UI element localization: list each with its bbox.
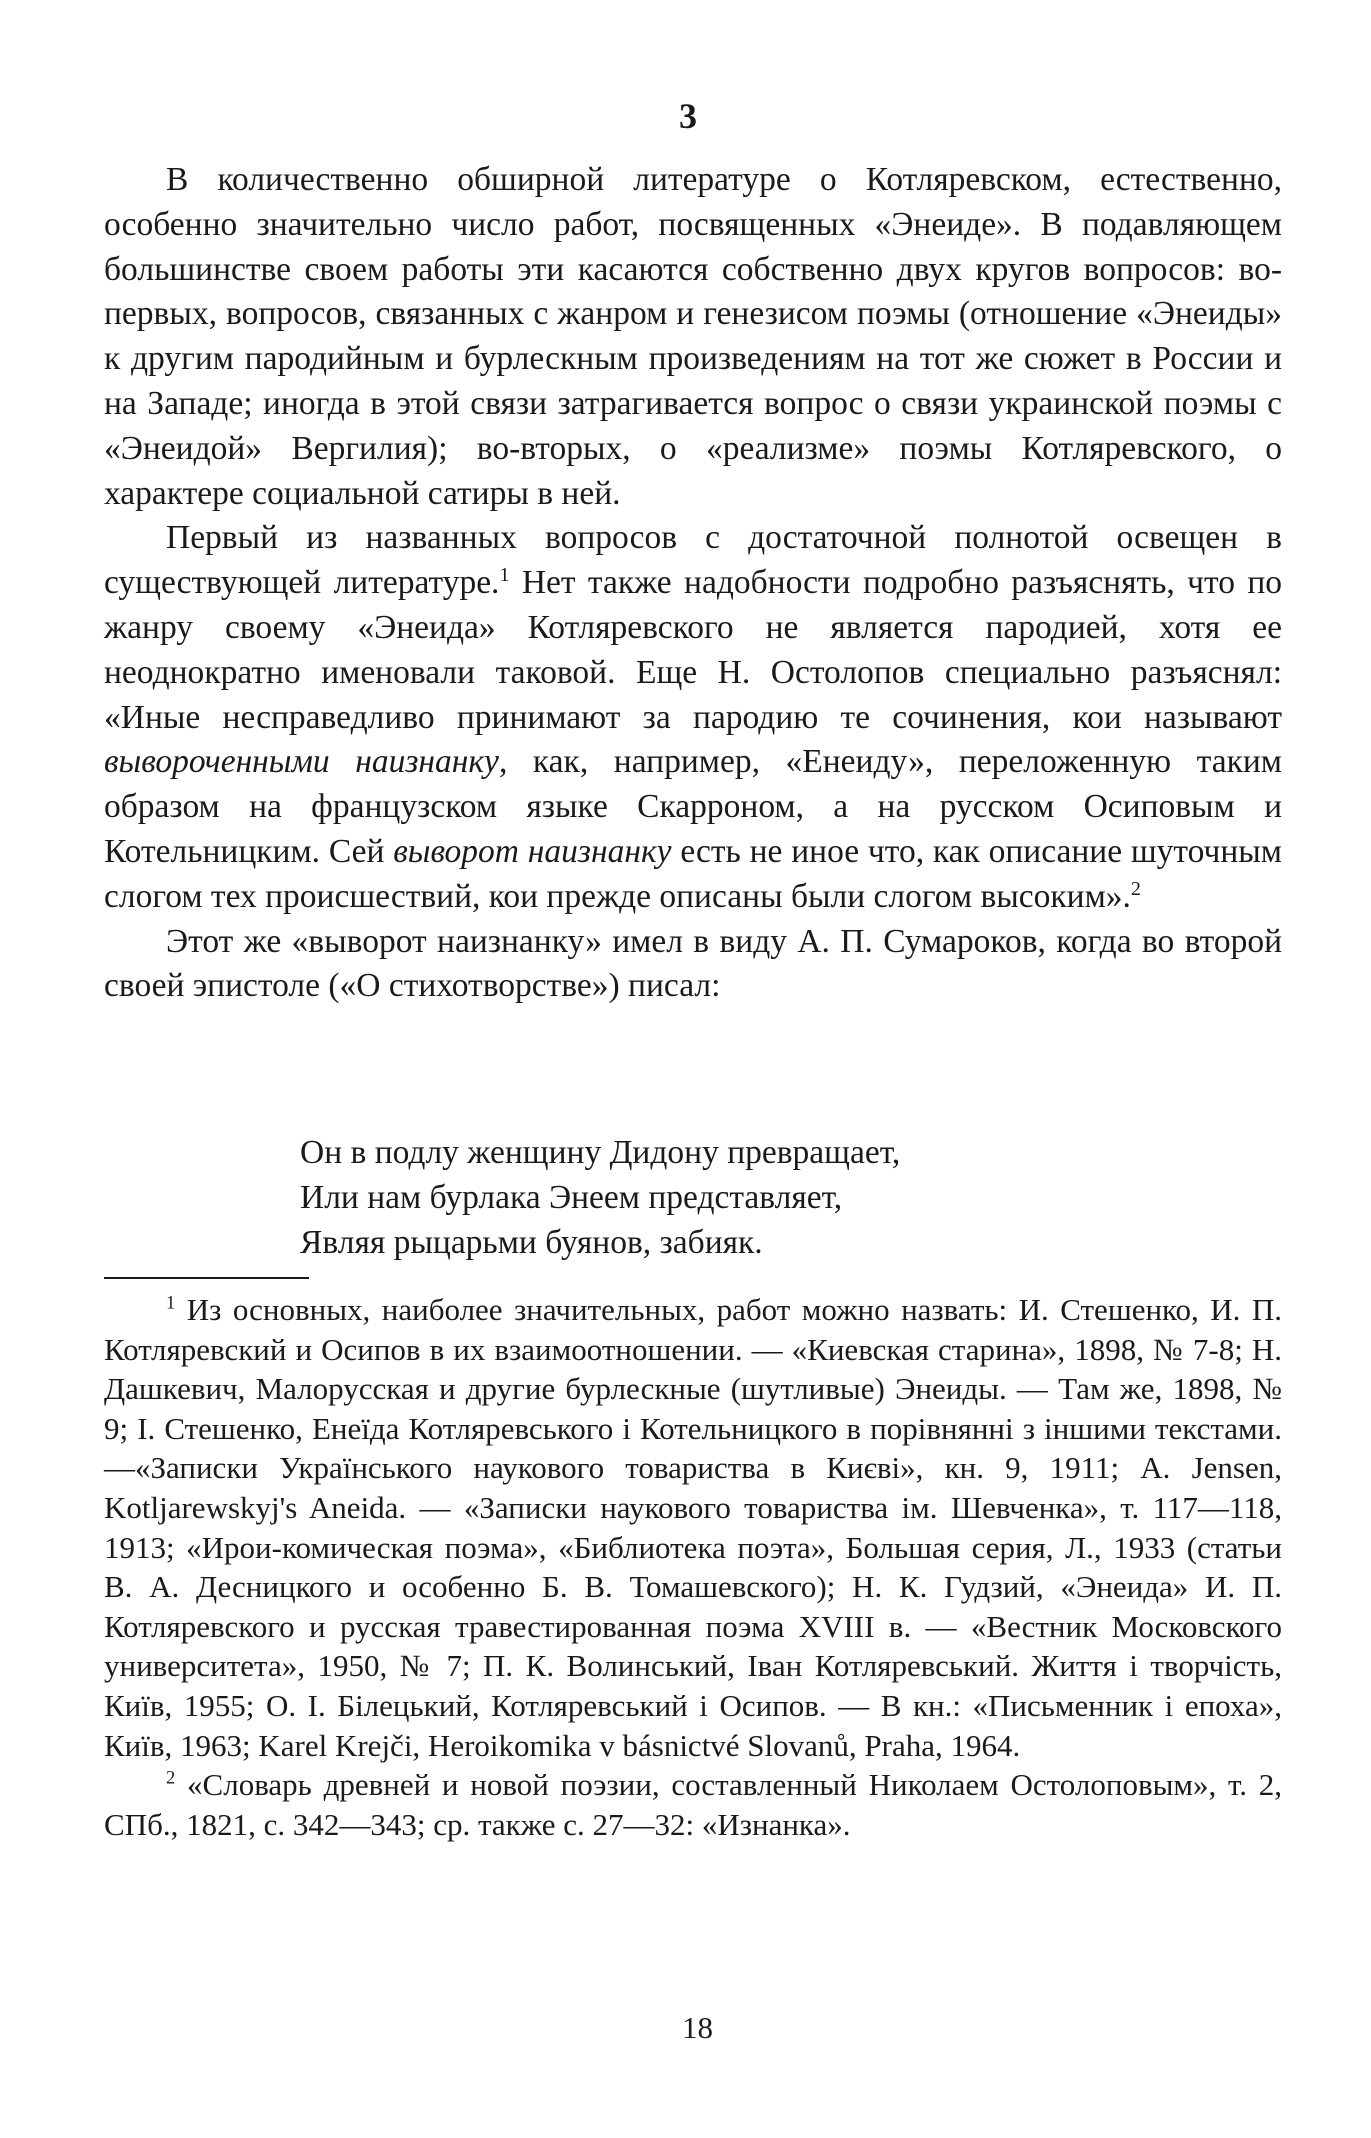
page-number: 18: [682, 2010, 713, 2045]
footnote-marker-1: 1: [166, 1292, 176, 1314]
footnote-1-text: Из основных, наиболее значительных, работ можно назвать: И. Стешенко, И. П. Котляревский и Осипов в их взаимоотношении. — «Киевская старина», 1898, № 7-8; Н. Дашкевич, Малорусская и другие бурлескные (шутливые) Энеиды. — Там же, 1898, № 9; І. Стешенко, Енеїда Котляревського і Котельницкого в порівнянні з іншими текстами.—«Записки Українського наукового товариства в Києві», кн. 9, 1911; A. Jensen, Kotljarewskyj's Aneida. — «Записки наукового товариства ім. Шевченка», т. 117—118, 1913; «Ирои-комическая поэма», «Библиотека поэта», Большая серия, Л., 1933 (статьи В. А. Десницкого и особенно Б. В. Томашевского); Н. К. Гудзий, «Энеида» И. П. Котляревского и русская травестированная поэма XVIII в. — «Вестник Московского университета», 1950, № 7; П. К. Волинський, Іван Котляревський. Життя і творчість, Київ, 1955; О. І. Білецький, Котляревський і Осипов. — В кн.: «Письменник і епоха», Київ, 1963; Karel Krejči, Heroikomika v básnictvé Slovanů, Praha, 1964.: [104, 1292, 1282, 1763]
footnote-2: [104, 1765, 1282, 1844]
footnote-ref-2[interactable]: 2: [1130, 877, 1141, 900]
paragraph-2-text-c: , как, например, «Енеиду», переложенную таким образом на французском языке Скарроном, а на русском Осиповым и Котельницким. Сей: [104, 743, 1282, 870]
footnote-marker-2: 2: [166, 1767, 176, 1789]
poem-line: Он в подлу женщину Дидону превращает,: [300, 1134, 901, 1171]
paragraph-3-text: Этот же «выворот наизнанку» имел в виду А. П. Сумароков, когда во второй своей эпистоле («О стихотворстве») писал:: [104, 922, 1282, 1005]
italic-phrase-1: вывороченными наизнанку: [104, 743, 499, 781]
footnote-ref-1[interactable]: 1: [499, 564, 510, 587]
paragraph-1-text: В количественно обширной литературе о Котляревском, естественно, особенно значительно число работ, посвященных «Энеиде». В подавляющем большинстве своем работы эти касаются собственно двух кругов вопросов: во-первых, вопросов, связанных с жанром и генезисом поэмы (отношение «Энеиды» к другим пародийным и бурлескным произведениям на тот же сюжет в России и на Западе; иногда в этой связи затрагивается вопрос о связи украинской поэмы с «Энеидой» Вергилия); во-вторых, о «реализме» поэмы Котляревского, о характере социальной сатиры в ней.: [104, 161, 1282, 512]
paragraph-2: [104, 516, 1282, 919]
section-number: 3: [679, 96, 697, 136]
main-text: [104, 158, 1282, 1009]
poem-line: Являя рыцарьми буянов, забияк.: [300, 1223, 763, 1261]
footnotes: [104, 1290, 1282, 1844]
footnote-divider: [104, 1277, 309, 1279]
poem-quote: [300, 1131, 900, 1265]
paragraph-1: [104, 158, 1282, 516]
poem-line: Или нам бурлака Энеем представляет,: [300, 1178, 843, 1216]
paragraph-3: [104, 920, 1282, 1010]
paragraph-2-text-d: есть не иное что, как описание шуточным слогом тех происшествий, кои прежде описаны были слогом высоким».: [104, 832, 1282, 915]
footnote-2-text: «Словарь древней и новой поэзии, составленный Николаем Остолоповым», т. 2, СПб., 1821, с. 342—343; ср. также с. 27—32: «Изнанка».: [104, 1767, 1282, 1842]
paragraph-2-text-a: Первый из названных вопросов с достаточной полнотой освещен в существующей литературе.: [104, 519, 1282, 602]
footnote-1: [104, 1290, 1282, 1765]
italic-phrase-2: выворот наизнанку: [393, 832, 672, 870]
paragraph-2-text-b: Нет также надобности подробно разъяснять, что по жанру своему «Энеида» Котляревского не является пародией, хотя ее неоднократно именовали таковой. Еще Н. Остолопов специально разъяснял: «Иные несправедливо принимают за пародию те сочинения, кои называют: [104, 564, 1283, 736]
